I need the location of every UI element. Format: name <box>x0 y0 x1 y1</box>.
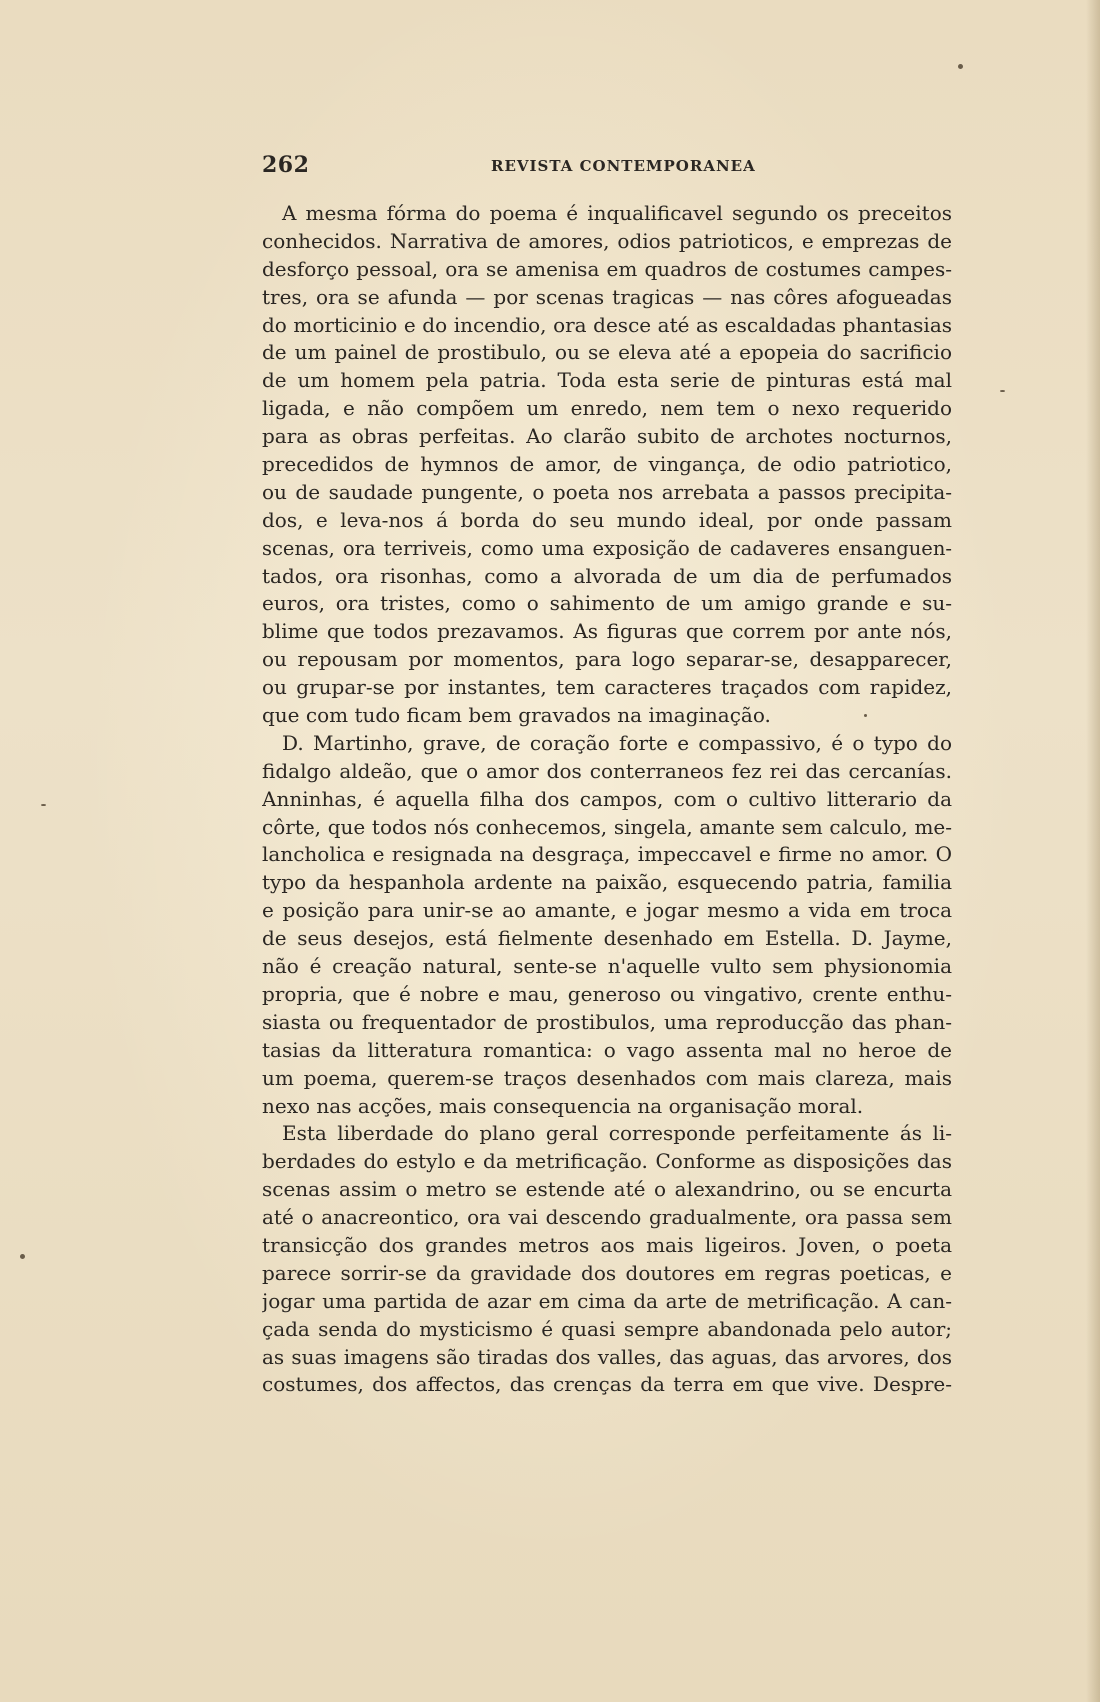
print-speck <box>958 64 963 69</box>
text-line: euros, ora tristes, como o sahimento de um amigo grande e su- <box>262 591 952 616</box>
text-line: Anninhas, é aquella filha dos campos, com o cultivo litterario da <box>262 786 952 811</box>
print-speck <box>41 804 46 806</box>
text-line: ou de saudade pungente, o poeta nos arrebata a passos precipita- <box>262 479 952 504</box>
text-line: côrte, que todos nós conhecemos, singela, amante sem calculo, me- <box>262 814 952 839</box>
text-line: ou repousam por momentos, para logo separar-se, desapparecer, <box>262 647 952 672</box>
text-line: parece sorrir-se da gravidade dos doutores em regras poeticas, e <box>262 1260 952 1285</box>
page-header <box>262 152 952 188</box>
text-line: e posição para unir-se ao amante, e jogar mesmo a vida em troca <box>262 898 952 923</box>
text-line: tres, ora se afunda — por scenas tragicas — nas côres afogueadas <box>262 284 952 309</box>
text-line: não é creação natural, sente-se n'aquelle vulto sem physionomia <box>262 954 952 979</box>
text-line: berdades do estylo e da metrificação. Conforme as disposições das <box>262 1149 952 1174</box>
text-line: transicção dos grandes metros aos mais ligeiros. Joven, o poeta <box>262 1232 952 1257</box>
text-line: de seus desejos, está fielmente desenhado em Estella. D. Jayme, <box>262 926 952 951</box>
text-line: Esta liberdade do plano geral corresponde perfeitamente ás li- <box>282 1121 952 1146</box>
text-line: precedidos de hymnos de amor, de vingança, de odio patriotico, <box>262 452 952 477</box>
text-line: as suas imagens são tiradas dos valles, das aguas, das arvores, dos <box>262 1344 952 1369</box>
body-text <box>262 200 952 1399</box>
text-line: um poema, querem-se traços desenhados com mais clareza, mais <box>262 1065 952 1090</box>
running-title: REVISTA CONTEMPORANEA <box>491 157 756 175</box>
text-line: A mesma fórma do poema é inqualificavel segundo os preceitos <box>282 201 952 225</box>
text-line: de um painel de prostibulo, ou se eleva até a epopeia do sacrificio <box>262 340 952 365</box>
text-line: ligada, e não compõem um enredo, nem tem o nexo requerido <box>262 396 952 421</box>
text-line: çada senda do mysticismo é quasi sempre abandonada pelo autor; <box>262 1316 952 1341</box>
text-line: ou grupar-se por instantes, tem caracteres traçados com rapidez, <box>262 675 952 700</box>
text-line: siasta ou frequentador de prostibulos, uma reproducção das phan- <box>262 1009 952 1034</box>
text-line: propria, que é nobre e mau, generoso ou vingativo, crente enthu- <box>262 981 952 1006</box>
text-line: tados, ora risonhas, como a alvorada de um dia de perfumados <box>262 563 952 588</box>
text-line: D. Martinho, grave, de coração forte e compassivo, é o typo do <box>282 730 952 755</box>
text-line: desforço pessoal, ora se amenisa em quadros de costumes campes- <box>262 256 952 281</box>
text-line: lancholica e resignada na desgraça, impeccavel e firme no amor. O <box>262 842 952 867</box>
text-line: conhecidos. Narrativa de amores, odios patrioticos, e emprezas de <box>262 228 952 253</box>
text-line: até o anacreontico, ora vai descendo gradualmente, ora passa sem <box>262 1205 952 1230</box>
text-line: blime que todos prezavamos. As figuras que correm por ante nós, <box>262 619 952 644</box>
text-line: nexo nas acções, mais consequencia na organisação moral. <box>262 1093 864 1118</box>
print-speck <box>1000 390 1005 392</box>
text-line: dos, e leva-nos á borda do seu mundo ideal, por onde passam <box>262 507 952 532</box>
text-line: fidalgo aldeão, que o amor dos conterraneos fez rei das cercanías. <box>262 758 952 783</box>
text-line: typo da hespanhola ardente na paixão, esquecendo patria, familia <box>262 870 952 895</box>
text-line: de um homem pela patria. Toda esta serie de pinturas está mal <box>262 368 952 393</box>
text-line: que com tudo ficam bem gravados na imaginação. <box>262 703 771 728</box>
text-line: scenas, ora terriveis, como uma exposição de cadaveres ensanguen- <box>262 536 952 560</box>
print-speck <box>20 1254 25 1259</box>
text-line: tasias da litteratura romantica: o vago assenta mal no heroe de <box>262 1037 952 1062</box>
page-number: 262 <box>262 152 310 178</box>
page-edge-shadow <box>1086 0 1100 1702</box>
text-line: costumes, dos affectos, das crenças da terra em que vive. Despre- <box>262 1372 952 1397</box>
text-line: scenas assim o metro se estende até o alexandrino, ou se encurta <box>262 1177 952 1202</box>
text-line: para as obras perfeitas. Ao clarão subito de archotes nocturnos, <box>262 424 952 449</box>
text-line: do morticinio e do incendio, ora desce até as escaldadas phantasias <box>262 312 952 337</box>
text-line: jogar uma partida de azar em cima da arte de metrificação. A can- <box>262 1288 952 1313</box>
